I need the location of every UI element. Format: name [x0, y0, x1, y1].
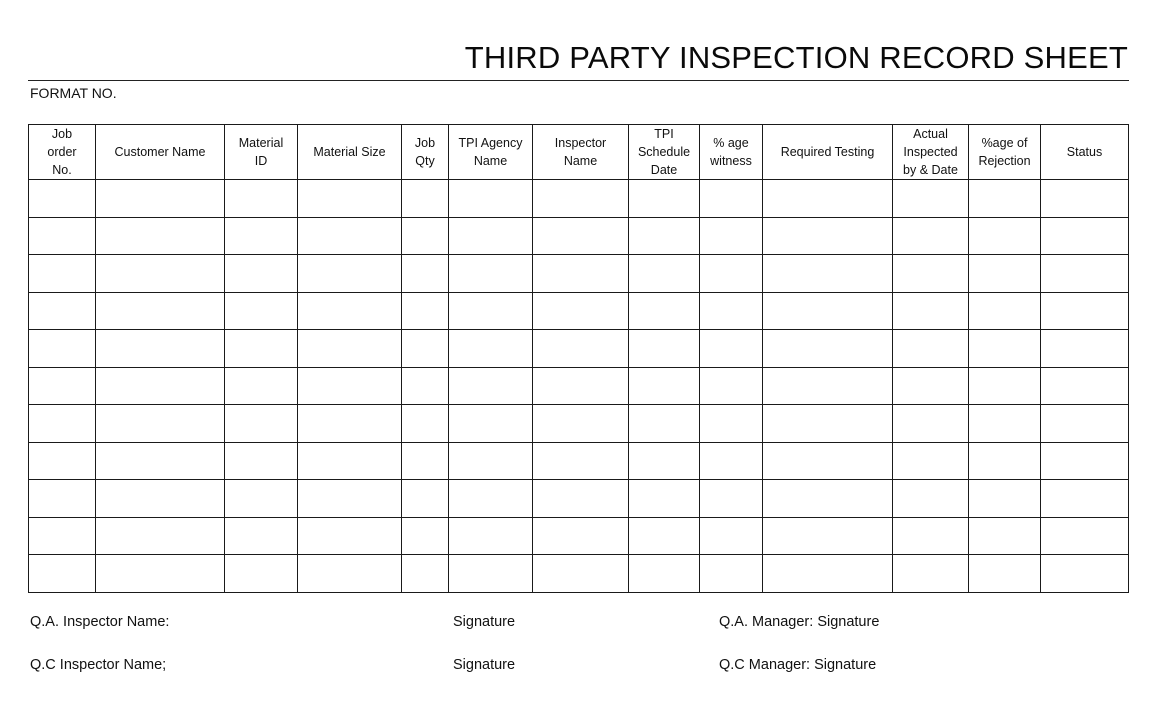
- table-cell[interactable]: [29, 555, 96, 593]
- table-cell[interactable]: [402, 517, 449, 555]
- table-cell[interactable]: [629, 330, 700, 368]
- table-cell[interactable]: [533, 330, 629, 368]
- document-title: THIRD PARTY INSPECTION RECORD SHEET: [464, 40, 1128, 75]
- table-cell[interactable]: [298, 517, 402, 555]
- column-header-customer-name: Customer Name: [96, 125, 225, 180]
- table-cell[interactable]: [449, 217, 533, 255]
- table-cell[interactable]: [402, 330, 449, 368]
- table-cell[interactable]: [700, 180, 763, 218]
- table-cell[interactable]: [629, 517, 700, 555]
- table-cell[interactable]: [763, 367, 893, 405]
- table-cell[interactable]: [629, 292, 700, 330]
- table-cell[interactable]: [449, 517, 533, 555]
- table-cell[interactable]: [969, 517, 1041, 555]
- table-cell[interactable]: [449, 255, 533, 293]
- table-cell[interactable]: [533, 442, 629, 480]
- table-cell[interactable]: [225, 405, 298, 443]
- table-cell[interactable]: [893, 480, 969, 518]
- column-header-material-id: Material ID: [225, 125, 298, 180]
- table-cell[interactable]: [763, 480, 893, 518]
- table-cell[interactable]: [225, 555, 298, 593]
- table-cell[interactable]: [29, 405, 96, 443]
- table-cell[interactable]: [298, 367, 402, 405]
- table-cell[interactable]: [402, 367, 449, 405]
- table-cell[interactable]: [29, 367, 96, 405]
- table-cell[interactable]: [225, 442, 298, 480]
- table-cell[interactable]: [893, 367, 969, 405]
- table-cell[interactable]: [29, 292, 96, 330]
- table-cell[interactable]: [629, 555, 700, 593]
- table-cell[interactable]: [700, 405, 763, 443]
- table-cell[interactable]: [763, 555, 893, 593]
- table-cell[interactable]: [225, 217, 298, 255]
- table-cell[interactable]: [533, 480, 629, 518]
- table-cell[interactable]: [893, 517, 969, 555]
- table-row: [29, 555, 1129, 593]
- table-cell[interactable]: [969, 442, 1041, 480]
- table-cell[interactable]: [763, 180, 893, 218]
- table-cell[interactable]: [402, 217, 449, 255]
- qc-manager-signature-label: Q.C Manager: Signature: [719, 657, 877, 673]
- table-cell[interactable]: [629, 367, 700, 405]
- table-cell[interactable]: [969, 217, 1041, 255]
- table-cell[interactable]: [96, 480, 225, 518]
- table-cell[interactable]: [402, 480, 449, 518]
- table-cell[interactable]: [893, 555, 969, 593]
- table-row: [29, 292, 1129, 330]
- table-cell[interactable]: [449, 480, 533, 518]
- table-cell[interactable]: [449, 330, 533, 368]
- table-cell[interactable]: [629, 180, 700, 218]
- table-cell[interactable]: [533, 292, 629, 330]
- table-cell[interactable]: [225, 517, 298, 555]
- table-cell[interactable]: [629, 480, 700, 518]
- table-cell[interactable]: [629, 217, 700, 255]
- table-cell[interactable]: [893, 442, 969, 480]
- column-header-job-qty: Job Qty: [402, 125, 449, 180]
- table-cell[interactable]: [763, 292, 893, 330]
- column-header-percent-witness: % age witness: [700, 125, 763, 180]
- table-cell[interactable]: [700, 330, 763, 368]
- table-cell[interactable]: [96, 442, 225, 480]
- table-cell[interactable]: [29, 480, 96, 518]
- table-cell[interactable]: [700, 255, 763, 293]
- table-cell[interactable]: [29, 180, 96, 218]
- table-cell[interactable]: [225, 367, 298, 405]
- table-row: [29, 480, 1129, 518]
- table-cell[interactable]: [298, 330, 402, 368]
- column-header-inspector-name: Inspector Name: [533, 125, 629, 180]
- table-cell[interactable]: [402, 180, 449, 218]
- format-number-label: FORMAT NO.: [30, 85, 117, 101]
- table-cell[interactable]: [533, 517, 629, 555]
- table-cell[interactable]: [1041, 555, 1129, 593]
- table-cell[interactable]: [969, 555, 1041, 593]
- table-cell[interactable]: [225, 480, 298, 518]
- table-cell[interactable]: [893, 292, 969, 330]
- table-cell[interactable]: [298, 555, 402, 593]
- table-cell[interactable]: [969, 292, 1041, 330]
- table-row: [29, 180, 1129, 218]
- table-cell[interactable]: [1041, 367, 1129, 405]
- table-cell[interactable]: [893, 255, 969, 293]
- qc-inspector-name-label: Q.C Inspector Name;: [30, 657, 167, 673]
- table-cell[interactable]: [1041, 180, 1129, 218]
- table-cell[interactable]: [402, 405, 449, 443]
- table-cell[interactable]: [96, 330, 225, 368]
- table-cell[interactable]: [700, 442, 763, 480]
- table-cell[interactable]: [298, 255, 402, 293]
- table-cell[interactable]: [533, 180, 629, 218]
- table-row: [29, 442, 1129, 480]
- table-cell[interactable]: [29, 217, 96, 255]
- table-row: [29, 405, 1129, 443]
- table-cell[interactable]: [449, 367, 533, 405]
- table-cell[interactable]: [629, 255, 700, 293]
- table-cell[interactable]: [1041, 517, 1129, 555]
- column-header-status: Status: [1041, 125, 1129, 180]
- table-cell[interactable]: [1041, 292, 1129, 330]
- table-cell[interactable]: [1041, 442, 1129, 480]
- table-cell[interactable]: [298, 217, 402, 255]
- table-cell[interactable]: [533, 367, 629, 405]
- qa-inspector-name-label: Q.A. Inspector Name:: [30, 614, 170, 630]
- table-cell[interactable]: [700, 292, 763, 330]
- table-cell[interactable]: [1041, 255, 1129, 293]
- table-cell[interactable]: [225, 255, 298, 293]
- table-cell[interactable]: [449, 442, 533, 480]
- table-cell[interactable]: [96, 217, 225, 255]
- table-cell[interactable]: [969, 180, 1041, 218]
- table-cell[interactable]: [225, 330, 298, 368]
- table-cell[interactable]: [225, 292, 298, 330]
- table-cell[interactable]: [763, 442, 893, 480]
- column-header-material-size: Material Size: [298, 125, 402, 180]
- table-cell[interactable]: [1041, 330, 1129, 368]
- table-cell[interactable]: [29, 330, 96, 368]
- table-cell[interactable]: [96, 255, 225, 293]
- column-header-job-order-no: Job order No.: [29, 125, 96, 180]
- table-cell[interactable]: [893, 405, 969, 443]
- table-cell[interactable]: [29, 517, 96, 555]
- table-cell[interactable]: [533, 555, 629, 593]
- table-cell[interactable]: [402, 555, 449, 593]
- table-body: [29, 180, 1129, 593]
- table-cell[interactable]: [225, 180, 298, 218]
- table-cell[interactable]: [969, 367, 1041, 405]
- qa-signature-label: Signature: [453, 614, 516, 630]
- table-cell[interactable]: [449, 292, 533, 330]
- table-row: [29, 330, 1129, 368]
- table-cell[interactable]: [402, 255, 449, 293]
- table-cell[interactable]: [763, 405, 893, 443]
- table-cell[interactable]: [449, 555, 533, 593]
- table-cell[interactable]: [533, 405, 629, 443]
- column-header-actual-inspected: Actual Inspected by & Date: [893, 125, 969, 180]
- table-cell[interactable]: [533, 217, 629, 255]
- table-cell[interactable]: [96, 517, 225, 555]
- qc-signature-label: Signature: [453, 657, 516, 673]
- table-cell[interactable]: [533, 255, 629, 293]
- table-cell[interactable]: [298, 480, 402, 518]
- table-row: [29, 255, 1129, 293]
- table-cell[interactable]: [763, 330, 893, 368]
- table-cell[interactable]: [298, 292, 402, 330]
- column-header-percent-rejection: %age of Rejection: [969, 125, 1041, 180]
- table-cell[interactable]: [969, 405, 1041, 443]
- table-cell[interactable]: [700, 517, 763, 555]
- column-header-tpi-schedule-date: TPI Schedule Date: [629, 125, 700, 180]
- table-cell[interactable]: [29, 442, 96, 480]
- table-cell[interactable]: [763, 517, 893, 555]
- table-cell[interactable]: [700, 217, 763, 255]
- table-cell[interactable]: [298, 405, 402, 443]
- table-cell[interactable]: [29, 255, 96, 293]
- column-header-tpi-agency-name: TPI Agency Name: [449, 125, 533, 180]
- table-cell[interactable]: [763, 217, 893, 255]
- table-cell[interactable]: [402, 442, 449, 480]
- table-cell[interactable]: [298, 442, 402, 480]
- table-cell[interactable]: [96, 555, 225, 593]
- table-cell[interactable]: [96, 180, 225, 218]
- qa-manager-signature-label: Q.A. Manager: Signature: [719, 614, 880, 630]
- table-cell[interactable]: [969, 255, 1041, 293]
- table-row: [29, 367, 1129, 405]
- table-cell[interactable]: [449, 405, 533, 443]
- table-cell[interactable]: [1041, 480, 1129, 518]
- table-cell[interactable]: [893, 330, 969, 368]
- table-cell[interactable]: [1041, 405, 1129, 443]
- table-cell[interactable]: [969, 330, 1041, 368]
- table-cell[interactable]: [700, 555, 763, 593]
- table-cell[interactable]: [1041, 217, 1129, 255]
- table-cell[interactable]: [700, 480, 763, 518]
- table-cell[interactable]: [893, 217, 969, 255]
- table-cell[interactable]: [893, 180, 969, 218]
- table-cell[interactable]: [763, 255, 893, 293]
- table-cell[interactable]: [298, 180, 402, 218]
- table-cell[interactable]: [96, 405, 225, 443]
- table-cell[interactable]: [700, 367, 763, 405]
- column-header-required-testing: Required Testing: [763, 125, 893, 180]
- table-cell[interactable]: [969, 480, 1041, 518]
- inspection-record-table: [28, 124, 1129, 593]
- title-underline: [28, 80, 1129, 81]
- table-cell[interactable]: [629, 405, 700, 443]
- table-header-row: [29, 125, 1129, 180]
- table-cell[interactable]: [402, 292, 449, 330]
- table-row: [29, 517, 1129, 555]
- table-cell[interactable]: [629, 442, 700, 480]
- table-row: [29, 217, 1129, 255]
- table-cell[interactable]: [449, 180, 533, 218]
- table-cell[interactable]: [96, 367, 225, 405]
- table-cell[interactable]: [96, 292, 225, 330]
